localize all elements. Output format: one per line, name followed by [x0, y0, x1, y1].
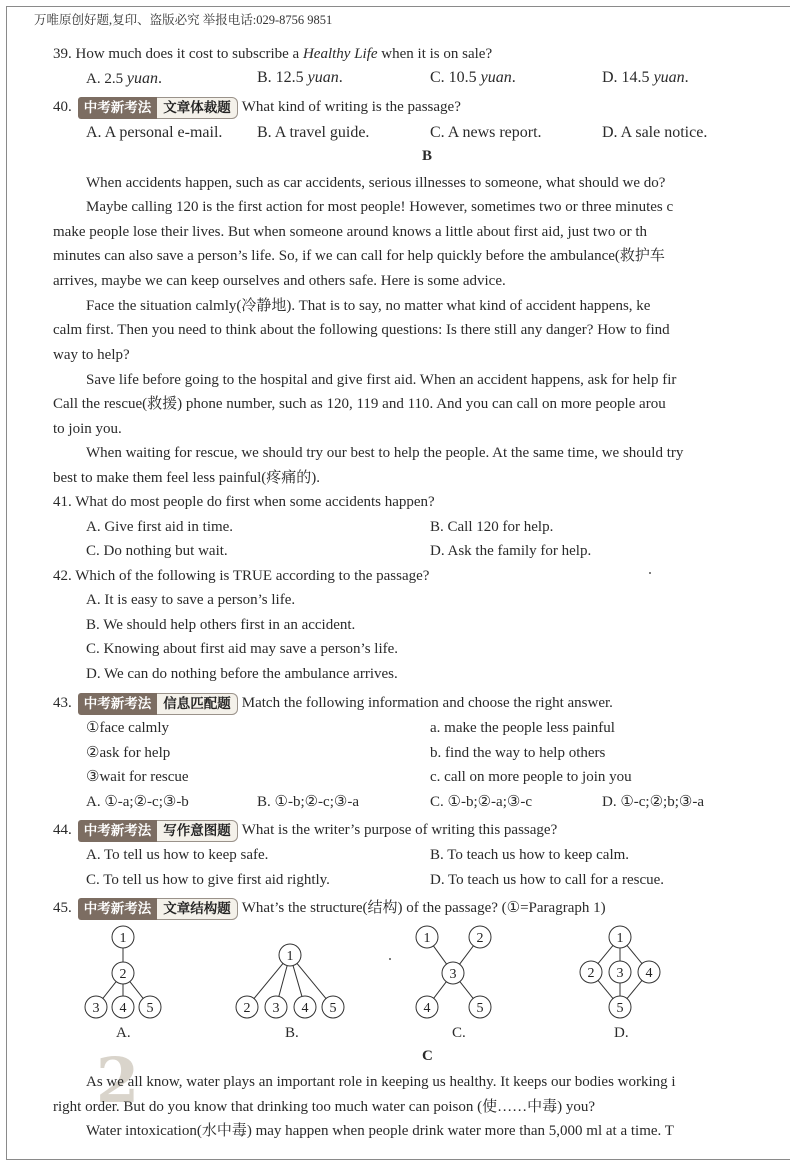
option-b[interactable]: B. ①-b;②-c;③-a [257, 794, 359, 810]
print-speck [389, 958, 391, 960]
diagram-node-label: 2 [587, 966, 595, 981]
question-40: 40. 中考新考法 文章体裁题 What kind of writing is the passage? [53, 96, 461, 119]
option-d[interactable]: D. A sale notice. [602, 124, 708, 141]
diagram-edge [254, 963, 283, 998]
diagram-node-label: 5 [476, 1001, 484, 1016]
option-c[interactable]: C. Knowing about first aid may save a person’s life. [86, 641, 399, 657]
passage-line: to join you. [53, 421, 122, 437]
question-type-tag: 中考新考法 信息匹配题 [78, 693, 238, 715]
question-42: 42. Which of the following is TRUE according to the passage? [53, 568, 430, 584]
passage-line: Face the situation calmly(冷静地). That is to say, no matter what kind of accident happens, ke [86, 298, 651, 314]
diagram-label-a: A. [116, 1025, 131, 1041]
diagram-label-b: B. [285, 1025, 299, 1041]
option-c[interactable]: C. 10.5 yuan. [430, 69, 516, 86]
match-item: ②ask for help [86, 745, 171, 761]
passage-line: When accidents happen, such as car accidents, serious illnesses to someone, what should we do? [86, 175, 666, 191]
diagram-edge [460, 982, 473, 999]
passage-b-heading: B [422, 148, 433, 164]
diagram-node-label: 3 [272, 1001, 280, 1016]
diagram-label-c: C. [452, 1025, 466, 1041]
copyright-notice: 万唯原创好题,复印、盗版必究 举报电话:029-8756 9851 [34, 13, 333, 27]
option-a[interactable]: A. A personal e-mail. [86, 124, 223, 141]
passage-line: When waiting for rescue, we should try our best to help the people. At the same time, we should try [86, 445, 684, 461]
option-a[interactable]: A. Give first aid in time. [86, 519, 234, 535]
diagram-edge [598, 945, 613, 963]
diagram-edge [460, 946, 474, 964]
passage-c-heading: C [422, 1048, 433, 1064]
option-c[interactable]: C. Do nothing but wait. [86, 543, 228, 559]
option-d[interactable]: D. Ask the family for help. [430, 543, 592, 559]
diagram-edge [279, 966, 287, 997]
structure-diagram-b[interactable] [230, 925, 350, 1025]
question-44: 44. 中考新考法 写作意图题 What is the writer’s purpose of writing this passage? [53, 819, 557, 842]
print-speck [649, 572, 651, 574]
diagram-edge [627, 980, 642, 998]
option-c[interactable]: C. A news report. [430, 124, 542, 141]
passage-line: Call the rescue(救援) phone number, such as 120, 119 and 110. And you can call on more people arou [53, 396, 666, 412]
question-39: 39. How much does it cost to subscribe a Healthy Life when it is on sale? [53, 46, 493, 62]
option-b[interactable]: B. Call 120 for help. [430, 519, 554, 535]
match-item: ①face calmly [86, 720, 169, 736]
option-a[interactable]: A. 2.5 yuan. [86, 70, 162, 87]
match-item: ③wait for rescue [86, 769, 189, 785]
passage-line: Maybe calling 120 is the first action for most people! However, sometimes two or three minutes c [86, 199, 674, 215]
question-number: 39. [53, 46, 72, 62]
diagram-edge [433, 946, 446, 964]
question-number: 40. [53, 99, 72, 115]
diagram-node-label: 5 [146, 1001, 154, 1016]
diagram-node-label: 3 [92, 1001, 100, 1016]
option-a[interactable]: A. To tell us how to keep safe. [86, 847, 269, 863]
passage-line: minutes can also save a person’s life. So, if we can call for help quickly before the ambulance(救护车 [53, 248, 665, 264]
passage-line: make people lose their lives. But when someone around knows a little about first aid, just two or th [53, 224, 648, 240]
diagram-edge [103, 982, 116, 999]
diagram-node-label: 1 [286, 949, 294, 964]
option-d[interactable]: D. 14.5 yuan. [602, 69, 689, 86]
diagram-node-label: 3 [449, 967, 457, 982]
passage-line: calm first. Then you need to think about the following questions: Is there still any danger? How to find [53, 322, 670, 338]
question-43: 43. 中考新考法 信息匹配题 Match the following information and choose the right answer. [53, 692, 613, 715]
match-item: c. call on more people to join you [430, 769, 632, 785]
diagram-edge [627, 945, 642, 963]
diagram-edge [598, 980, 613, 998]
option-b[interactable]: B. We should help others first in an accident. [86, 617, 356, 633]
diagram-node-label: 2 [476, 931, 484, 946]
question-45: 45. 中考新考法 文章结构题 What’s the structure(结构) of the passage? (①=Paragraph 1) [53, 897, 606, 920]
diagram-node-label: 4 [119, 1001, 127, 1016]
structure-diagram-d[interactable] [570, 925, 670, 1025]
page-number-watermark: 2 [96, 1044, 140, 1117]
diagram-node-label: 4 [301, 1001, 309, 1016]
option-d[interactable]: D. We can do nothing before the ambulance arrives. [86, 666, 398, 682]
diagram-edge [293, 966, 302, 997]
diagram-node-label: 1 [423, 931, 431, 946]
option-d[interactable]: D. ①-c;②;b;③-a [602, 794, 704, 810]
diagram-node-label: 4 [645, 966, 653, 981]
option-a[interactable]: A. It is easy to save a person’s life. [86, 592, 296, 608]
option-a[interactable]: A. ①-a;②-c;③-b [86, 794, 189, 810]
diagram-node-label: 2 [119, 967, 127, 982]
question-type-tag: 中考新考法 写作意图题 [78, 820, 238, 842]
diagram-node-label: 4 [423, 1001, 431, 1016]
option-b[interactable]: B. To teach us how to keep calm. [430, 847, 630, 863]
option-b[interactable]: B. 12.5 yuan. [257, 69, 343, 86]
diagram-label-d: D. [614, 1025, 629, 1041]
diagram-node-label: 5 [616, 1001, 624, 1016]
option-d[interactable]: D. To teach us how to call for a rescue. [430, 872, 665, 888]
diagram-node-label: 3 [616, 966, 624, 981]
question-type-tag: 中考新考法 文章体裁题 [78, 97, 238, 119]
structure-diagram-c[interactable] [405, 925, 505, 1025]
match-item: b. find the way to help others [430, 745, 606, 761]
diagram-node-label: 1 [119, 931, 127, 946]
passage-line: arrives, maybe we can keep ourselves and others safe. Here is some advice. [53, 273, 506, 289]
passage-line: Save life before going to the hospital and give first aid. When an accident happens, ask for help fir [86, 372, 677, 388]
passage-line: right order. But do you know that drinking too much water can poison (使……中毒) you? [53, 1099, 595, 1115]
match-item: a. make the people less painful [430, 720, 615, 736]
diagram-edge [130, 982, 143, 999]
diagram-edge [434, 982, 447, 999]
structure-diagram-a[interactable] [78, 925, 178, 1025]
passage-line: best to make them feel less painful(疼痛的). [53, 470, 321, 486]
option-c[interactable]: C. To tell us how to give first aid rightly. [86, 872, 330, 888]
option-b[interactable]: B. A travel guide. [257, 124, 370, 141]
passage-line: As we all know, water plays an important role in keeping us healthy. It keeps our bodies working i [86, 1074, 676, 1090]
diagram-node-label: 5 [329, 1001, 337, 1016]
question-41: 41. What do most people do first when some accidents happen? [53, 494, 435, 510]
diagram-node-label: 2 [243, 1001, 251, 1016]
diagram-node-label: 1 [616, 931, 624, 946]
passage-line: way to help? [53, 347, 130, 363]
option-c[interactable]: C. ①-b;②-a;③-c [430, 794, 532, 810]
question-type-tag: 中考新考法 文章结构题 [78, 898, 238, 920]
passage-line: Water intoxication(水中毒) may happen when people drink water more than 5,000 ml at a time. T [86, 1123, 674, 1139]
